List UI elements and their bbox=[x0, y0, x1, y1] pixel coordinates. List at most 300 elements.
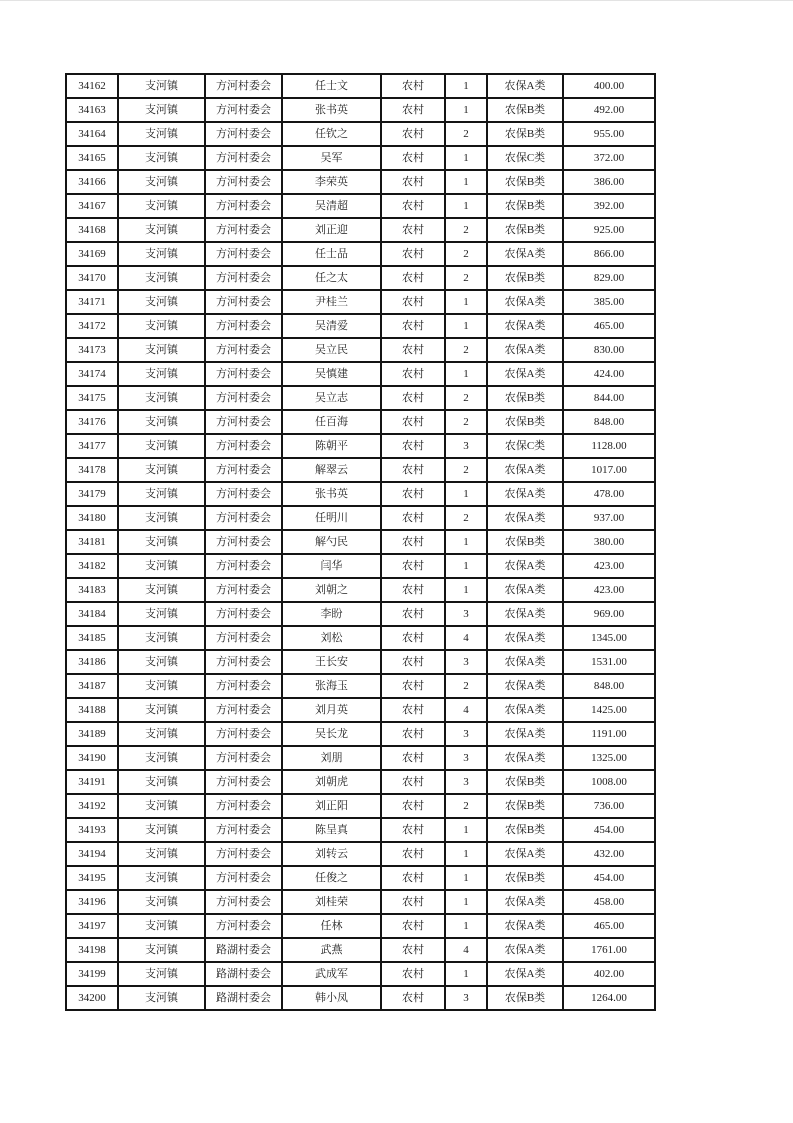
cell-insurance-category: 农保C类 bbox=[487, 146, 563, 170]
cell-person-count: 2 bbox=[445, 794, 487, 818]
table-row bbox=[66, 506, 655, 530]
cell-residence-type: 农村 bbox=[381, 746, 445, 770]
cell-serial-number: 34164 bbox=[66, 122, 118, 146]
cell-person-count: 3 bbox=[445, 650, 487, 674]
cell-amount: 829.00 bbox=[563, 266, 655, 290]
cell-person-count: 1 bbox=[445, 146, 487, 170]
cell-insurance-category: 农保C类 bbox=[487, 434, 563, 458]
cell-person-count: 2 bbox=[445, 122, 487, 146]
cell-person-count: 1 bbox=[445, 962, 487, 986]
cell-town: 支河镇 bbox=[118, 698, 205, 722]
cell-serial-number: 34163 bbox=[66, 98, 118, 122]
cell-person-count: 1 bbox=[445, 818, 487, 842]
cell-person-name: 刘桂荣 bbox=[282, 890, 381, 914]
cell-person-name: 韩小凤 bbox=[282, 986, 381, 1010]
cell-insurance-category: 农保B类 bbox=[487, 386, 563, 410]
cell-village-committee: 方河村委会 bbox=[205, 194, 282, 218]
cell-village-committee: 方河村委会 bbox=[205, 146, 282, 170]
cell-village-committee: 路湖村委会 bbox=[205, 986, 282, 1010]
cell-town: 支河镇 bbox=[118, 74, 205, 98]
cell-residence-type: 农村 bbox=[381, 986, 445, 1010]
cell-residence-type: 农村 bbox=[381, 242, 445, 266]
cell-insurance-category: 农保B类 bbox=[487, 170, 563, 194]
cell-residence-type: 农村 bbox=[381, 482, 445, 506]
cell-person-count: 2 bbox=[445, 218, 487, 242]
cell-insurance-category: 农保A类 bbox=[487, 914, 563, 938]
cell-serial-number: 34195 bbox=[66, 866, 118, 890]
table-row bbox=[66, 530, 655, 554]
table-row bbox=[66, 242, 655, 266]
cell-town: 支河镇 bbox=[118, 722, 205, 746]
cell-insurance-category: 农保A类 bbox=[487, 746, 563, 770]
cell-insurance-category: 农保A类 bbox=[487, 962, 563, 986]
cell-village-committee: 方河村委会 bbox=[205, 458, 282, 482]
cell-residence-type: 农村 bbox=[381, 962, 445, 986]
cell-serial-number: 34192 bbox=[66, 794, 118, 818]
cell-insurance-category: 农保A类 bbox=[487, 722, 563, 746]
cell-insurance-category: 农保A类 bbox=[487, 890, 563, 914]
cell-residence-type: 农村 bbox=[381, 458, 445, 482]
cell-town: 支河镇 bbox=[118, 506, 205, 530]
cell-residence-type: 农村 bbox=[381, 866, 445, 890]
cell-serial-number: 34168 bbox=[66, 218, 118, 242]
cell-person-count: 1 bbox=[445, 890, 487, 914]
cell-town: 支河镇 bbox=[118, 602, 205, 626]
cell-insurance-category: 农保A类 bbox=[487, 74, 563, 98]
cell-town: 支河镇 bbox=[118, 554, 205, 578]
cell-residence-type: 农村 bbox=[381, 434, 445, 458]
cell-residence-type: 农村 bbox=[381, 146, 445, 170]
cell-village-committee: 方河村委会 bbox=[205, 266, 282, 290]
cell-insurance-category: 农保A类 bbox=[487, 506, 563, 530]
table-row bbox=[66, 122, 655, 146]
cell-insurance-category: 农保B类 bbox=[487, 986, 563, 1010]
cell-person-name: 解翠云 bbox=[282, 458, 381, 482]
cell-person-name: 刘月英 bbox=[282, 698, 381, 722]
cell-residence-type: 农村 bbox=[381, 674, 445, 698]
cell-village-committee: 方河村委会 bbox=[205, 290, 282, 314]
cell-amount: 830.00 bbox=[563, 338, 655, 362]
cell-person-count: 2 bbox=[445, 338, 487, 362]
cell-person-name: 刘朝之 bbox=[282, 578, 381, 602]
cell-person-count: 1 bbox=[445, 578, 487, 602]
table-row bbox=[66, 602, 655, 626]
cell-insurance-category: 农保B类 bbox=[487, 98, 563, 122]
cell-amount: 386.00 bbox=[563, 170, 655, 194]
cell-village-committee: 方河村委会 bbox=[205, 890, 282, 914]
cell-person-name: 任俊之 bbox=[282, 866, 381, 890]
cell-amount: 866.00 bbox=[563, 242, 655, 266]
table-row bbox=[66, 578, 655, 602]
cell-village-committee: 方河村委会 bbox=[205, 818, 282, 842]
cell-residence-type: 农村 bbox=[381, 818, 445, 842]
cell-serial-number: 34178 bbox=[66, 458, 118, 482]
cell-person-count: 1 bbox=[445, 362, 487, 386]
cell-insurance-category: 农保B类 bbox=[487, 410, 563, 434]
cell-person-count: 1 bbox=[445, 530, 487, 554]
cell-person-name: 张书英 bbox=[282, 98, 381, 122]
cell-insurance-category: 农保A类 bbox=[487, 290, 563, 314]
cell-amount: 465.00 bbox=[563, 914, 655, 938]
cell-village-committee: 方河村委会 bbox=[205, 794, 282, 818]
cell-village-committee: 方河村委会 bbox=[205, 506, 282, 530]
cell-insurance-category: 农保A类 bbox=[487, 578, 563, 602]
cell-serial-number: 34185 bbox=[66, 626, 118, 650]
cell-person-count: 2 bbox=[445, 506, 487, 530]
cell-person-name: 张海玉 bbox=[282, 674, 381, 698]
table-row bbox=[66, 146, 655, 170]
cell-amount: 844.00 bbox=[563, 386, 655, 410]
cell-person-count: 2 bbox=[445, 410, 487, 434]
cell-person-count: 3 bbox=[445, 746, 487, 770]
cell-town: 支河镇 bbox=[118, 170, 205, 194]
cell-amount: 423.00 bbox=[563, 554, 655, 578]
cell-village-committee: 路湖村委会 bbox=[205, 962, 282, 986]
table-row bbox=[66, 434, 655, 458]
cell-amount: 454.00 bbox=[563, 866, 655, 890]
cell-serial-number: 34171 bbox=[66, 290, 118, 314]
cell-insurance-category: 农保A类 bbox=[487, 458, 563, 482]
cell-amount: 1264.00 bbox=[563, 986, 655, 1010]
cell-insurance-category: 农保A类 bbox=[487, 674, 563, 698]
cell-village-committee: 方河村委会 bbox=[205, 482, 282, 506]
cell-residence-type: 农村 bbox=[381, 794, 445, 818]
cell-person-count: 4 bbox=[445, 626, 487, 650]
cell-village-committee: 方河村委会 bbox=[205, 434, 282, 458]
cell-town: 支河镇 bbox=[118, 410, 205, 434]
cell-amount: 392.00 bbox=[563, 194, 655, 218]
cell-town: 支河镇 bbox=[118, 650, 205, 674]
table-row bbox=[66, 746, 655, 770]
cell-person-name: 刘松 bbox=[282, 626, 381, 650]
cell-village-committee: 方河村委会 bbox=[205, 674, 282, 698]
cell-residence-type: 农村 bbox=[381, 578, 445, 602]
cell-insurance-category: 农保B类 bbox=[487, 194, 563, 218]
cell-person-name: 任士品 bbox=[282, 242, 381, 266]
cell-person-name: 尹桂兰 bbox=[282, 290, 381, 314]
cell-village-committee: 方河村委会 bbox=[205, 650, 282, 674]
cell-person-count: 3 bbox=[445, 434, 487, 458]
cell-amount: 1531.00 bbox=[563, 650, 655, 674]
cell-town: 支河镇 bbox=[118, 746, 205, 770]
cell-town: 支河镇 bbox=[118, 290, 205, 314]
cell-residence-type: 农村 bbox=[381, 266, 445, 290]
cell-insurance-category: 农保B类 bbox=[487, 866, 563, 890]
cell-residence-type: 农村 bbox=[381, 506, 445, 530]
cell-village-committee: 方河村委会 bbox=[205, 722, 282, 746]
cell-serial-number: 34182 bbox=[66, 554, 118, 578]
cell-town: 支河镇 bbox=[118, 434, 205, 458]
table-row bbox=[66, 98, 655, 122]
cell-person-name: 刘朝虎 bbox=[282, 770, 381, 794]
cell-residence-type: 农村 bbox=[381, 602, 445, 626]
cell-insurance-category: 农保A类 bbox=[487, 362, 563, 386]
cell-person-name: 吴立志 bbox=[282, 386, 381, 410]
cell-town: 支河镇 bbox=[118, 626, 205, 650]
cell-person-count: 1 bbox=[445, 866, 487, 890]
cell-serial-number: 34187 bbox=[66, 674, 118, 698]
cell-town: 支河镇 bbox=[118, 770, 205, 794]
cell-town: 支河镇 bbox=[118, 314, 205, 338]
cell-town: 支河镇 bbox=[118, 266, 205, 290]
cell-village-committee: 方河村委会 bbox=[205, 338, 282, 362]
cell-person-name: 任林 bbox=[282, 914, 381, 938]
cell-person-name: 吴军 bbox=[282, 146, 381, 170]
cell-residence-type: 农村 bbox=[381, 218, 445, 242]
cell-person-count: 1 bbox=[445, 914, 487, 938]
cell-town: 支河镇 bbox=[118, 482, 205, 506]
cell-insurance-category: 农保A类 bbox=[487, 338, 563, 362]
cell-village-committee: 方河村委会 bbox=[205, 170, 282, 194]
cell-serial-number: 34200 bbox=[66, 986, 118, 1010]
cell-serial-number: 34170 bbox=[66, 266, 118, 290]
table-body bbox=[66, 74, 655, 1010]
table-row bbox=[66, 314, 655, 338]
table-row bbox=[66, 386, 655, 410]
cell-insurance-category: 农保B类 bbox=[487, 218, 563, 242]
cell-residence-type: 农村 bbox=[381, 842, 445, 866]
cell-serial-number: 34180 bbox=[66, 506, 118, 530]
cell-amount: 402.00 bbox=[563, 962, 655, 986]
table-row bbox=[66, 962, 655, 986]
cell-insurance-category: 农保A类 bbox=[487, 938, 563, 962]
cell-amount: 736.00 bbox=[563, 794, 655, 818]
cell-village-committee: 方河村委会 bbox=[205, 530, 282, 554]
cell-residence-type: 农村 bbox=[381, 410, 445, 434]
cell-town: 支河镇 bbox=[118, 674, 205, 698]
cell-town: 支河镇 bbox=[118, 194, 205, 218]
cell-insurance-category: 农保B类 bbox=[487, 770, 563, 794]
cell-residence-type: 农村 bbox=[381, 890, 445, 914]
cell-insurance-category: 农保A类 bbox=[487, 602, 563, 626]
cell-town: 支河镇 bbox=[118, 530, 205, 554]
cell-residence-type: 农村 bbox=[381, 554, 445, 578]
cell-residence-type: 农村 bbox=[381, 122, 445, 146]
table-row bbox=[66, 674, 655, 698]
cell-insurance-category: 农保A类 bbox=[487, 842, 563, 866]
cell-village-committee: 方河村委会 bbox=[205, 386, 282, 410]
cell-residence-type: 农村 bbox=[381, 194, 445, 218]
cell-town: 支河镇 bbox=[118, 818, 205, 842]
cell-person-name: 吴清超 bbox=[282, 194, 381, 218]
document-canvas bbox=[0, 1, 793, 1123]
cell-serial-number: 34172 bbox=[66, 314, 118, 338]
cell-person-count: 3 bbox=[445, 602, 487, 626]
cell-town: 支河镇 bbox=[118, 962, 205, 986]
cell-town: 支河镇 bbox=[118, 986, 205, 1010]
cell-town: 支河镇 bbox=[118, 386, 205, 410]
cell-person-count: 1 bbox=[445, 842, 487, 866]
cell-person-name: 吴慎建 bbox=[282, 362, 381, 386]
cell-person-count: 2 bbox=[445, 674, 487, 698]
cell-village-committee: 方河村委会 bbox=[205, 626, 282, 650]
cell-person-name: 刘转云 bbox=[282, 842, 381, 866]
cell-amount: 372.00 bbox=[563, 146, 655, 170]
cell-amount: 969.00 bbox=[563, 602, 655, 626]
cell-person-name: 任百海 bbox=[282, 410, 381, 434]
cell-serial-number: 34173 bbox=[66, 338, 118, 362]
cell-residence-type: 农村 bbox=[381, 98, 445, 122]
cell-amount: 380.00 bbox=[563, 530, 655, 554]
cell-person-name: 陈朝平 bbox=[282, 434, 381, 458]
cell-town: 支河镇 bbox=[118, 242, 205, 266]
cell-serial-number: 34198 bbox=[66, 938, 118, 962]
cell-amount: 1761.00 bbox=[563, 938, 655, 962]
cell-insurance-category: 农保B类 bbox=[487, 122, 563, 146]
cell-residence-type: 农村 bbox=[381, 170, 445, 194]
cell-serial-number: 34184 bbox=[66, 602, 118, 626]
cell-person-count: 2 bbox=[445, 242, 487, 266]
cell-person-count: 4 bbox=[445, 698, 487, 722]
cell-person-count: 3 bbox=[445, 770, 487, 794]
table-row bbox=[66, 986, 655, 1010]
cell-town: 支河镇 bbox=[118, 866, 205, 890]
table-row bbox=[66, 74, 655, 98]
cell-village-committee: 方河村委会 bbox=[205, 914, 282, 938]
cell-amount: 432.00 bbox=[563, 842, 655, 866]
cell-person-count: 1 bbox=[445, 194, 487, 218]
cell-person-count: 2 bbox=[445, 266, 487, 290]
cell-town: 支河镇 bbox=[118, 458, 205, 482]
cell-serial-number: 34181 bbox=[66, 530, 118, 554]
cell-town: 支河镇 bbox=[118, 578, 205, 602]
cell-village-committee: 方河村委会 bbox=[205, 746, 282, 770]
table-row bbox=[66, 194, 655, 218]
cell-insurance-category: 农保B类 bbox=[487, 794, 563, 818]
cell-person-count: 2 bbox=[445, 386, 487, 410]
cell-insurance-category: 农保B类 bbox=[487, 530, 563, 554]
cell-insurance-category: 农保A类 bbox=[487, 242, 563, 266]
cell-person-name: 吴清爱 bbox=[282, 314, 381, 338]
cell-person-name: 武燕 bbox=[282, 938, 381, 962]
cell-residence-type: 农村 bbox=[381, 338, 445, 362]
cell-village-committee: 方河村委会 bbox=[205, 74, 282, 98]
cell-person-name: 任钦之 bbox=[282, 122, 381, 146]
cell-serial-number: 34197 bbox=[66, 914, 118, 938]
benefits-table bbox=[65, 73, 656, 1011]
cell-village-committee: 方河村委会 bbox=[205, 842, 282, 866]
cell-serial-number: 34183 bbox=[66, 578, 118, 602]
table-row bbox=[66, 338, 655, 362]
cell-village-committee: 方河村委会 bbox=[205, 122, 282, 146]
table-row bbox=[66, 626, 655, 650]
table-row bbox=[66, 890, 655, 914]
table-row bbox=[66, 290, 655, 314]
cell-town: 支河镇 bbox=[118, 914, 205, 938]
cell-town: 支河镇 bbox=[118, 842, 205, 866]
cell-person-count: 3 bbox=[445, 986, 487, 1010]
cell-town: 支河镇 bbox=[118, 938, 205, 962]
cell-town: 支河镇 bbox=[118, 146, 205, 170]
cell-serial-number: 34165 bbox=[66, 146, 118, 170]
cell-serial-number: 34190 bbox=[66, 746, 118, 770]
table-row bbox=[66, 266, 655, 290]
cell-village-committee: 方河村委会 bbox=[205, 554, 282, 578]
cell-village-committee: 方河村委会 bbox=[205, 98, 282, 122]
cell-town: 支河镇 bbox=[118, 794, 205, 818]
cell-residence-type: 农村 bbox=[381, 74, 445, 98]
table-row bbox=[66, 410, 655, 434]
cell-insurance-category: 农保A类 bbox=[487, 698, 563, 722]
cell-residence-type: 农村 bbox=[381, 626, 445, 650]
cell-amount: 925.00 bbox=[563, 218, 655, 242]
cell-village-committee: 方河村委会 bbox=[205, 242, 282, 266]
cell-residence-type: 农村 bbox=[381, 650, 445, 674]
table-row bbox=[66, 458, 655, 482]
cell-person-name: 李盼 bbox=[282, 602, 381, 626]
cell-village-committee: 方河村委会 bbox=[205, 866, 282, 890]
cell-amount: 385.00 bbox=[563, 290, 655, 314]
cell-serial-number: 34175 bbox=[66, 386, 118, 410]
cell-residence-type: 农村 bbox=[381, 530, 445, 554]
cell-person-count: 2 bbox=[445, 458, 487, 482]
table-row bbox=[66, 650, 655, 674]
cell-village-committee: 方河村委会 bbox=[205, 314, 282, 338]
cell-amount: 1191.00 bbox=[563, 722, 655, 746]
cell-amount: 424.00 bbox=[563, 362, 655, 386]
cell-residence-type: 农村 bbox=[381, 722, 445, 746]
cell-amount: 465.00 bbox=[563, 314, 655, 338]
cell-residence-type: 农村 bbox=[381, 362, 445, 386]
cell-serial-number: 34176 bbox=[66, 410, 118, 434]
cell-amount: 1325.00 bbox=[563, 746, 655, 770]
cell-serial-number: 34169 bbox=[66, 242, 118, 266]
cell-residence-type: 农村 bbox=[381, 914, 445, 938]
cell-serial-number: 34189 bbox=[66, 722, 118, 746]
cell-village-committee: 方河村委会 bbox=[205, 218, 282, 242]
cell-village-committee: 方河村委会 bbox=[205, 698, 282, 722]
cell-person-name: 刘正阳 bbox=[282, 794, 381, 818]
cell-amount: 1017.00 bbox=[563, 458, 655, 482]
cell-serial-number: 34196 bbox=[66, 890, 118, 914]
table-row bbox=[66, 170, 655, 194]
table-row bbox=[66, 794, 655, 818]
cell-amount: 1425.00 bbox=[563, 698, 655, 722]
cell-person-name: 任明川 bbox=[282, 506, 381, 530]
cell-insurance-category: 农保A类 bbox=[487, 554, 563, 578]
cell-serial-number: 34194 bbox=[66, 842, 118, 866]
cell-town: 支河镇 bbox=[118, 338, 205, 362]
cell-serial-number: 34186 bbox=[66, 650, 118, 674]
cell-person-name: 解勺民 bbox=[282, 530, 381, 554]
cell-person-name: 刘朋 bbox=[282, 746, 381, 770]
cell-town: 支河镇 bbox=[118, 890, 205, 914]
cell-insurance-category: 农保A类 bbox=[487, 626, 563, 650]
table-row bbox=[66, 554, 655, 578]
cell-town: 支河镇 bbox=[118, 362, 205, 386]
cell-amount: 478.00 bbox=[563, 482, 655, 506]
cell-person-name: 陈呈真 bbox=[282, 818, 381, 842]
cell-serial-number: 34174 bbox=[66, 362, 118, 386]
cell-serial-number: 34193 bbox=[66, 818, 118, 842]
cell-serial-number: 34166 bbox=[66, 170, 118, 194]
cell-amount: 458.00 bbox=[563, 890, 655, 914]
cell-amount: 423.00 bbox=[563, 578, 655, 602]
cell-village-committee: 方河村委会 bbox=[205, 578, 282, 602]
cell-insurance-category: 农保B类 bbox=[487, 818, 563, 842]
cell-amount: 1128.00 bbox=[563, 434, 655, 458]
cell-amount: 848.00 bbox=[563, 410, 655, 434]
cell-insurance-category: 农保A类 bbox=[487, 314, 563, 338]
cell-village-committee: 方河村委会 bbox=[205, 770, 282, 794]
cell-person-name: 李荣英 bbox=[282, 170, 381, 194]
cell-residence-type: 农村 bbox=[381, 770, 445, 794]
cell-serial-number: 34188 bbox=[66, 698, 118, 722]
cell-residence-type: 农村 bbox=[381, 290, 445, 314]
cell-amount: 937.00 bbox=[563, 506, 655, 530]
cell-amount: 454.00 bbox=[563, 818, 655, 842]
table-row bbox=[66, 362, 655, 386]
